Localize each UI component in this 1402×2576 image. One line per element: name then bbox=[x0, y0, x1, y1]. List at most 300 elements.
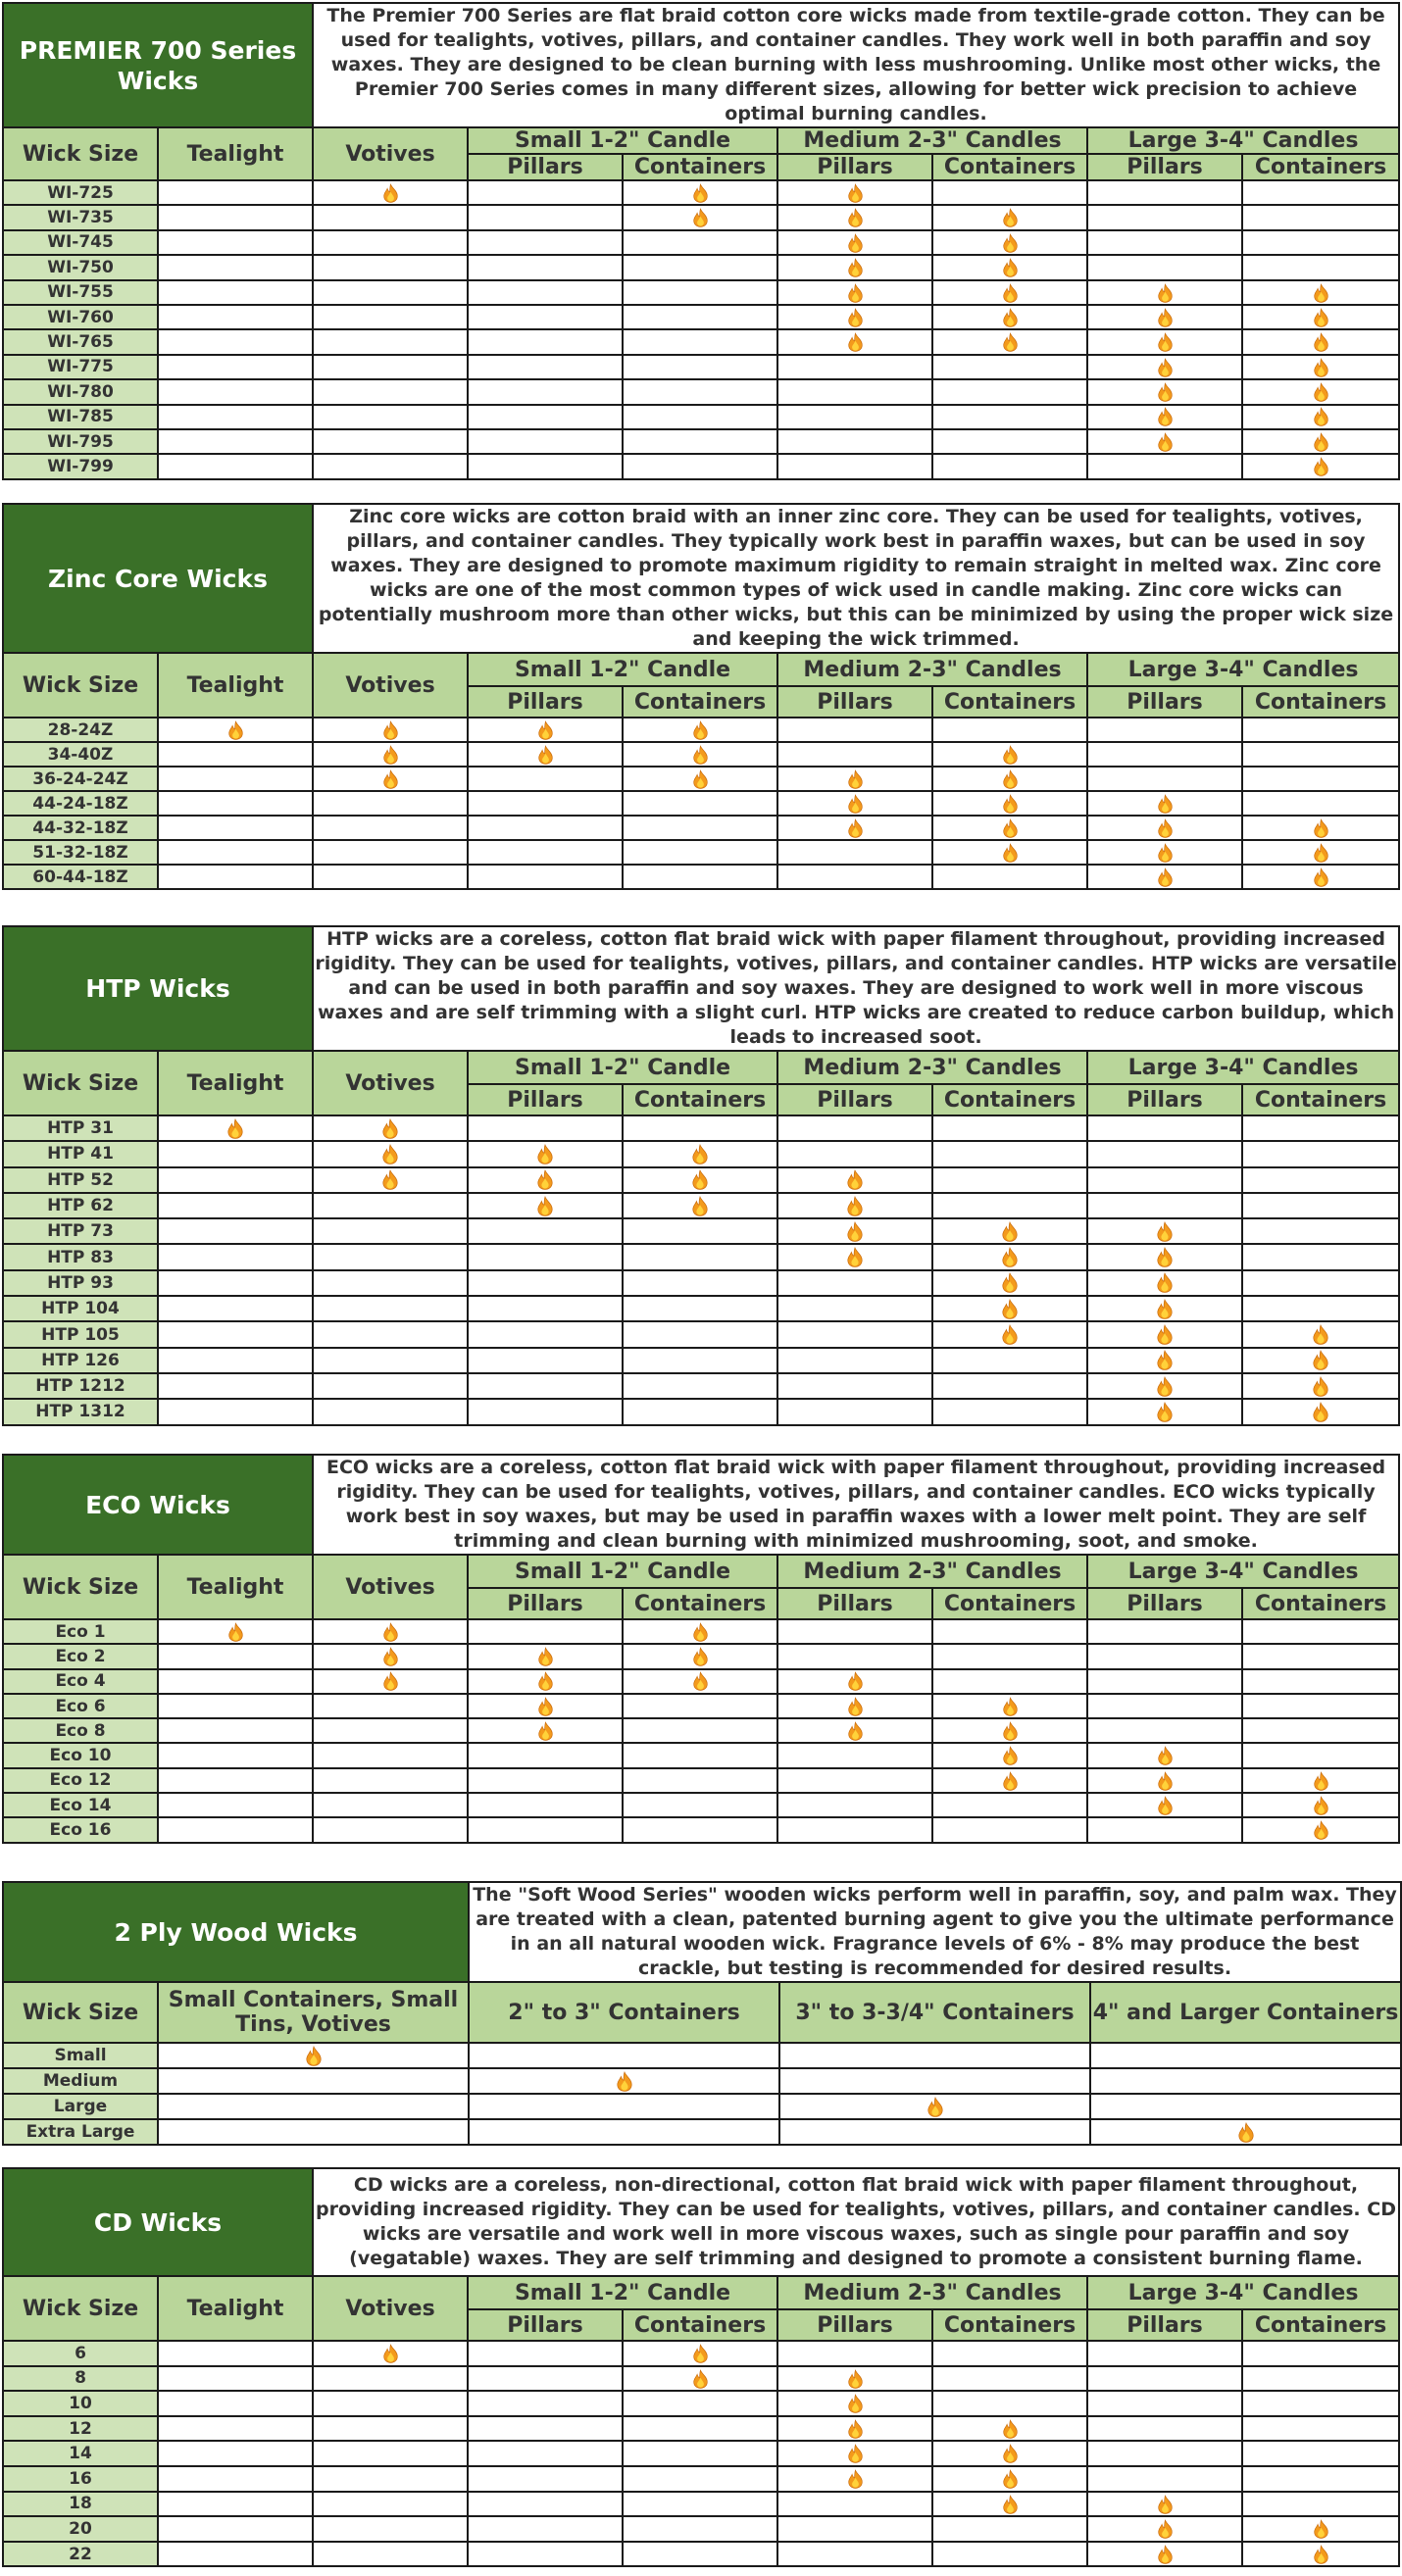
table-cell bbox=[1087, 180, 1242, 205]
section-title: ECO Wicks bbox=[3, 1455, 313, 1555]
table-cell bbox=[623, 429, 777, 454]
table-cell bbox=[468, 1793, 623, 1817]
table-cell bbox=[623, 1619, 777, 1644]
wick-size-label: WI-735 bbox=[3, 205, 158, 229]
table-cell bbox=[1087, 1141, 1242, 1166]
table-cell bbox=[1242, 230, 1399, 255]
table-cell bbox=[1242, 2441, 1399, 2466]
table-cell bbox=[313, 1244, 468, 1269]
table-cell bbox=[777, 718, 932, 742]
wick-size-label: WI-760 bbox=[3, 305, 158, 329]
table-cell bbox=[313, 230, 468, 255]
table-cell bbox=[1242, 2366, 1399, 2392]
subheader-pillars: Pillars bbox=[468, 686, 623, 718]
subheader-pillars: Pillars bbox=[468, 1084, 623, 1115]
subheader-pillars: Pillars bbox=[777, 154, 932, 180]
table-cell bbox=[468, 1399, 623, 1424]
table-cell bbox=[777, 2492, 932, 2517]
header-wick-size: Wick Size bbox=[3, 653, 158, 718]
header-medium-candles: Medium 2-3" Candles bbox=[777, 1555, 1087, 1588]
flame-icon bbox=[1156, 1402, 1174, 1422]
flame-icon bbox=[1002, 2469, 1019, 2489]
wick-size-label: Medium bbox=[3, 2068, 158, 2094]
table-cell bbox=[468, 230, 623, 255]
table-cell bbox=[932, 280, 1087, 305]
table-cell bbox=[1242, 255, 1399, 279]
table-row bbox=[3, 1768, 1399, 1793]
zinc-title-row bbox=[3, 504, 1399, 653]
table-cell bbox=[468, 1141, 623, 1166]
wick-size-label: Eco 14 bbox=[3, 1793, 158, 1817]
table-cell bbox=[623, 1817, 777, 1842]
table-cell bbox=[1242, 205, 1399, 229]
flame-icon bbox=[381, 1144, 399, 1164]
table-cell bbox=[623, 454, 777, 478]
table-cell bbox=[932, 2366, 1087, 2392]
table-cell bbox=[468, 1619, 623, 1644]
wick-size-label: Small bbox=[3, 2043, 158, 2068]
table-cell bbox=[932, 1321, 1087, 1347]
table-cell bbox=[932, 2416, 1087, 2442]
table-row bbox=[3, 454, 1399, 478]
table-cell bbox=[158, 2441, 313, 2466]
table-cell bbox=[313, 355, 468, 379]
table-cell bbox=[313, 2466, 468, 2492]
table-cell bbox=[1087, 1244, 1242, 1269]
header-0: Wick Size bbox=[3, 1982, 158, 2043]
flame-icon bbox=[536, 1196, 554, 1216]
flame-icon bbox=[537, 1647, 554, 1666]
table-cell bbox=[158, 1669, 313, 1694]
flame-icon bbox=[1313, 283, 1329, 303]
flame-icon bbox=[1313, 382, 1329, 402]
table-cell bbox=[1087, 355, 1242, 379]
table-cell bbox=[623, 816, 777, 840]
table-cell bbox=[1087, 379, 1242, 404]
table-cell bbox=[1242, 1348, 1399, 1373]
flame-icon bbox=[1157, 1796, 1174, 1815]
table-cell bbox=[1242, 1718, 1399, 1743]
table-cell bbox=[313, 2366, 468, 2392]
table-cell bbox=[468, 791, 623, 816]
table-cell bbox=[158, 840, 313, 865]
table-cell bbox=[1242, 180, 1399, 205]
table-row bbox=[3, 2492, 1399, 2517]
table-cell bbox=[158, 1321, 313, 1347]
table-cell bbox=[468, 840, 623, 865]
table-cell bbox=[932, 205, 1087, 229]
table-cell bbox=[1087, 840, 1242, 865]
section-title: CD Wicks bbox=[3, 2168, 313, 2276]
table-cell bbox=[158, 2492, 313, 2517]
header-small-candle: Small 1-2" Candle bbox=[468, 653, 777, 686]
wick-size-label: 51-32-18Z bbox=[3, 840, 158, 865]
table-cell bbox=[932, 329, 1087, 354]
wick-size-label: 6 bbox=[3, 2341, 158, 2366]
table-cell bbox=[158, 405, 313, 429]
subheader-pillars: Pillars bbox=[1087, 2309, 1242, 2341]
table-cell bbox=[777, 1669, 932, 1694]
wick-size-label: 44-24-18Z bbox=[3, 791, 158, 816]
table-cell bbox=[932, 1296, 1087, 1321]
table-cell bbox=[1242, 305, 1399, 329]
table-cell bbox=[777, 255, 932, 279]
table-cell bbox=[1087, 718, 1242, 742]
table-cell bbox=[1090, 2094, 1401, 2119]
wick-size-label: HTP 62 bbox=[3, 1193, 158, 1218]
table-cell bbox=[932, 840, 1087, 865]
subheader-containers: Containers bbox=[1242, 154, 1399, 180]
wood-title-row bbox=[3, 1882, 1401, 1982]
table-cell bbox=[623, 865, 777, 889]
table-cell bbox=[1242, 816, 1399, 840]
flame-icon bbox=[1002, 233, 1019, 253]
flame-icon bbox=[382, 1671, 399, 1691]
table-cell bbox=[1087, 1167, 1242, 1193]
table-cell bbox=[932, 865, 1087, 889]
table-cell bbox=[313, 2516, 468, 2542]
table-row bbox=[3, 2542, 1399, 2567]
table-cell bbox=[932, 2391, 1087, 2416]
flame-icon bbox=[382, 745, 399, 765]
table-cell bbox=[468, 305, 623, 329]
table-cell bbox=[158, 1817, 313, 1842]
table-cell bbox=[623, 1768, 777, 1793]
flame-icon bbox=[1313, 843, 1329, 863]
table-cell bbox=[932, 2341, 1087, 2366]
table-cell bbox=[623, 1141, 777, 1166]
flame-icon bbox=[537, 745, 554, 765]
table-cell bbox=[1087, 865, 1242, 889]
wick-size-label: WI-755 bbox=[3, 280, 158, 305]
flame-icon bbox=[847, 769, 864, 789]
table-cell bbox=[777, 429, 932, 454]
table-cell bbox=[1242, 767, 1399, 791]
table-cell bbox=[779, 2068, 1090, 2094]
flame-icon bbox=[1002, 258, 1019, 277]
table-cell bbox=[1242, 2516, 1399, 2542]
table-cell bbox=[1087, 791, 1242, 816]
table-cell bbox=[623, 230, 777, 255]
header-2: 2" to 3" Containers bbox=[469, 1982, 779, 2043]
table-cell bbox=[1242, 2542, 1399, 2567]
table-cell bbox=[468, 1373, 623, 1399]
table-cell bbox=[158, 1793, 313, 1817]
table-cell bbox=[313, 305, 468, 329]
table-cell bbox=[158, 2341, 313, 2366]
table-cell bbox=[1087, 329, 1242, 354]
table-cell bbox=[1087, 1193, 1242, 1218]
flame-icon bbox=[1157, 2519, 1174, 2539]
flame-icon bbox=[1157, 2545, 1174, 2564]
subheader-pillars: Pillars bbox=[777, 2309, 932, 2341]
flame-icon bbox=[926, 2097, 944, 2117]
section-htp bbox=[2, 925, 1400, 1426]
table-cell bbox=[1087, 1768, 1242, 1793]
table-cell bbox=[313, 2492, 468, 2517]
table-cell bbox=[932, 816, 1087, 840]
flame-icon bbox=[1157, 1746, 1174, 1765]
table-cell bbox=[932, 718, 1087, 742]
wick-size-label: 22 bbox=[3, 2542, 158, 2567]
flame-icon bbox=[537, 1721, 554, 1741]
table-cell bbox=[623, 1270, 777, 1296]
table-cell bbox=[1087, 742, 1242, 767]
table-cell bbox=[313, 1321, 468, 1347]
wick-size-label: 16 bbox=[3, 2466, 158, 2492]
table-row bbox=[3, 2119, 1401, 2145]
eco-table bbox=[2, 1454, 1400, 1844]
table-cell bbox=[158, 2043, 469, 2068]
table-cell bbox=[1087, 1218, 1242, 1244]
table-cell bbox=[1242, 405, 1399, 429]
wick-size-label: 10 bbox=[3, 2391, 158, 2416]
table-cell bbox=[158, 767, 313, 791]
table-cell bbox=[313, 1270, 468, 1296]
flame-icon bbox=[847, 1671, 864, 1691]
table-cell bbox=[313, 454, 468, 478]
table-cell bbox=[468, 2466, 623, 2492]
table-cell bbox=[777, 405, 932, 429]
premier-header-row bbox=[3, 127, 1399, 154]
htp-title-row bbox=[3, 926, 1399, 1051]
table-cell bbox=[313, 1193, 468, 1218]
table-cell bbox=[1242, 1644, 1399, 1668]
table-cell bbox=[158, 2094, 469, 2119]
table-row bbox=[3, 405, 1399, 429]
eco-title-row bbox=[3, 1455, 1399, 1555]
table-row bbox=[3, 305, 1399, 329]
flame-icon bbox=[536, 1144, 554, 1164]
header-small-candle: Small 1-2" Candle bbox=[468, 127, 777, 154]
table-cell bbox=[1242, 2416, 1399, 2442]
table-cell bbox=[313, 742, 468, 767]
table-row bbox=[3, 329, 1399, 354]
flame-icon bbox=[1001, 1299, 1019, 1319]
flame-icon bbox=[847, 1721, 864, 1741]
table-cell bbox=[932, 1244, 1087, 1269]
header-medium-candles: Medium 2-3" Candles bbox=[777, 2276, 1087, 2309]
table-row bbox=[3, 767, 1399, 791]
table-row bbox=[3, 2466, 1399, 2492]
table-cell bbox=[623, 1348, 777, 1373]
table-cell bbox=[932, 791, 1087, 816]
table-cell bbox=[623, 742, 777, 767]
table-row bbox=[3, 2441, 1399, 2466]
table-cell bbox=[313, 718, 468, 742]
table-cell bbox=[158, 1373, 313, 1399]
table-cell bbox=[777, 840, 932, 865]
table-cell bbox=[1087, 2441, 1242, 2466]
wick-size-label: HTP 73 bbox=[3, 1218, 158, 1244]
header-4: 4" and Larger Containers bbox=[1090, 1982, 1401, 2043]
header-votives: Votives bbox=[313, 653, 468, 718]
table-cell bbox=[932, 305, 1087, 329]
flame-icon bbox=[227, 1622, 244, 1642]
table-row bbox=[3, 816, 1399, 840]
table-cell bbox=[468, 742, 623, 767]
eco-header-row bbox=[3, 1555, 1399, 1588]
htp-table bbox=[2, 925, 1400, 1426]
table-cell bbox=[1087, 767, 1242, 791]
wick-size-label: HTP 1212 bbox=[3, 1373, 158, 1399]
table-cell bbox=[623, 255, 777, 279]
table-cell bbox=[1087, 2416, 1242, 2442]
table-cell bbox=[468, 1167, 623, 1193]
wick-size-label: WI-750 bbox=[3, 255, 158, 279]
table-cell bbox=[1087, 1743, 1242, 1767]
table-row bbox=[3, 718, 1399, 742]
table-cell bbox=[623, 767, 777, 791]
table-cell bbox=[158, 1694, 313, 1718]
section-title: Zinc Core Wicks bbox=[3, 504, 313, 653]
table-cell bbox=[932, 2542, 1087, 2567]
wick-size-label: WI-775 bbox=[3, 355, 158, 379]
table-cell bbox=[932, 1373, 1087, 1399]
table-cell bbox=[158, 2366, 313, 2392]
table-cell bbox=[1087, 1619, 1242, 1644]
section-wood bbox=[2, 1881, 1400, 2146]
wick-size-label: 60-44-18Z bbox=[3, 865, 158, 889]
table-cell bbox=[313, 1348, 468, 1373]
table-cell bbox=[932, 1167, 1087, 1193]
flame-icon bbox=[1313, 1820, 1329, 1840]
table-cell bbox=[468, 355, 623, 379]
table-cell bbox=[1090, 2119, 1401, 2145]
table-row bbox=[3, 840, 1399, 865]
table-cell bbox=[468, 429, 623, 454]
table-cell bbox=[777, 454, 932, 478]
flame-icon bbox=[692, 1671, 709, 1691]
table-cell bbox=[777, 280, 932, 305]
table-cell bbox=[313, 1296, 468, 1321]
table-cell bbox=[1242, 1768, 1399, 1793]
table-row bbox=[3, 2416, 1399, 2442]
flame-icon bbox=[1001, 1324, 1019, 1345]
table-row bbox=[3, 280, 1399, 305]
table-cell bbox=[313, 205, 468, 229]
table-cell bbox=[932, 1141, 1087, 1166]
table-row bbox=[3, 865, 1399, 889]
table-cell bbox=[1242, 1167, 1399, 1193]
section-title: HTP Wicks bbox=[3, 926, 313, 1051]
table-cell bbox=[313, 1644, 468, 1668]
flame-icon bbox=[382, 769, 399, 789]
premier-title-row bbox=[3, 3, 1399, 127]
table-cell bbox=[313, 840, 468, 865]
wick-size-label: Eco 6 bbox=[3, 1694, 158, 1718]
table-cell bbox=[313, 180, 468, 205]
flame-icon bbox=[847, 283, 864, 303]
flame-icon bbox=[1312, 1350, 1329, 1370]
table-cell bbox=[623, 1321, 777, 1347]
subheader-pillars: Pillars bbox=[468, 2309, 623, 2341]
table-cell bbox=[1242, 791, 1399, 816]
subheader-pillars: Pillars bbox=[468, 154, 623, 180]
table-cell bbox=[468, 205, 623, 229]
flame-icon bbox=[305, 2046, 323, 2066]
header-3: 3" to 3-3/4" Containers bbox=[779, 1982, 1090, 2043]
table-cell bbox=[1087, 305, 1242, 329]
table-cell bbox=[313, 1718, 468, 1743]
flame-icon bbox=[847, 794, 864, 814]
table-cell bbox=[158, 280, 313, 305]
table-cell bbox=[313, 1793, 468, 1817]
wick-size-label: Eco 8 bbox=[3, 1718, 158, 1743]
table-cell bbox=[623, 1218, 777, 1244]
table-cell bbox=[1087, 2341, 1242, 2366]
section-description: ECO wicks are a coreless, cotton flat braid wick with paper filament throughout, providing increased rigidity. They can be used for tealights, votives, pillars, and container candles. ECO wicks typically work best in soy waxes, but may be used in paraffin waxes with a lower melt point. They are self trimming and clean burning with minimized mushrooming, soot, and smoke. bbox=[313, 1455, 1399, 1555]
table-cell bbox=[777, 2366, 932, 2392]
table-cell bbox=[468, 767, 623, 791]
flame-icon bbox=[691, 1144, 709, 1164]
wick-size-label: WI-780 bbox=[3, 379, 158, 404]
table-cell bbox=[623, 1167, 777, 1193]
section-cd bbox=[2, 2167, 1400, 2567]
table-cell bbox=[1087, 2516, 1242, 2542]
table-cell bbox=[777, 1348, 932, 1373]
table-cell bbox=[623, 1115, 777, 1141]
table-cell bbox=[313, 767, 468, 791]
flame-icon bbox=[847, 2419, 864, 2439]
flame-icon bbox=[1157, 432, 1174, 452]
wick-size-label: 34-40Z bbox=[3, 742, 158, 767]
table-row bbox=[3, 1793, 1399, 1817]
table-cell bbox=[623, 1718, 777, 1743]
table-cell bbox=[468, 255, 623, 279]
flame-icon bbox=[691, 1196, 709, 1216]
table-cell bbox=[932, 1817, 1087, 1842]
table-cell bbox=[1242, 1373, 1399, 1399]
table-cell bbox=[1242, 1793, 1399, 1817]
table-cell bbox=[777, 1296, 932, 1321]
table-cell bbox=[932, 742, 1087, 767]
table-cell bbox=[932, 1793, 1087, 1817]
table-cell bbox=[777, 305, 932, 329]
flame-icon bbox=[227, 720, 244, 740]
table-cell bbox=[468, 2416, 623, 2442]
flame-icon bbox=[1156, 1272, 1174, 1293]
header-tealight: Tealight bbox=[158, 653, 313, 718]
flame-icon bbox=[1313, 2519, 1329, 2539]
wick-size-label: HTP 93 bbox=[3, 1270, 158, 1296]
table-cell bbox=[777, 1141, 932, 1166]
flame-icon bbox=[1156, 1376, 1174, 1397]
table-cell bbox=[623, 1399, 777, 1424]
table-cell bbox=[468, 379, 623, 404]
header-large-candles: Large 3-4" Candles bbox=[1087, 127, 1399, 154]
table-cell bbox=[468, 454, 623, 478]
table-row bbox=[3, 255, 1399, 279]
table-cell bbox=[777, 816, 932, 840]
flame-icon bbox=[1156, 1324, 1174, 1345]
table-cell bbox=[158, 1218, 313, 1244]
table-cell bbox=[932, 1193, 1087, 1218]
table-cell bbox=[1242, 429, 1399, 454]
table-cell bbox=[623, 180, 777, 205]
flame-icon bbox=[847, 258, 864, 277]
table-cell bbox=[313, 865, 468, 889]
flame-icon bbox=[1313, 1796, 1329, 1815]
table-cell bbox=[777, 767, 932, 791]
table-cell bbox=[313, 2391, 468, 2416]
table-cell bbox=[158, 205, 313, 229]
flame-icon bbox=[691, 1169, 709, 1190]
table-cell bbox=[313, 329, 468, 354]
wick-size-label: HTP 52 bbox=[3, 1167, 158, 1193]
table-cell bbox=[623, 840, 777, 865]
table-cell bbox=[468, 2516, 623, 2542]
